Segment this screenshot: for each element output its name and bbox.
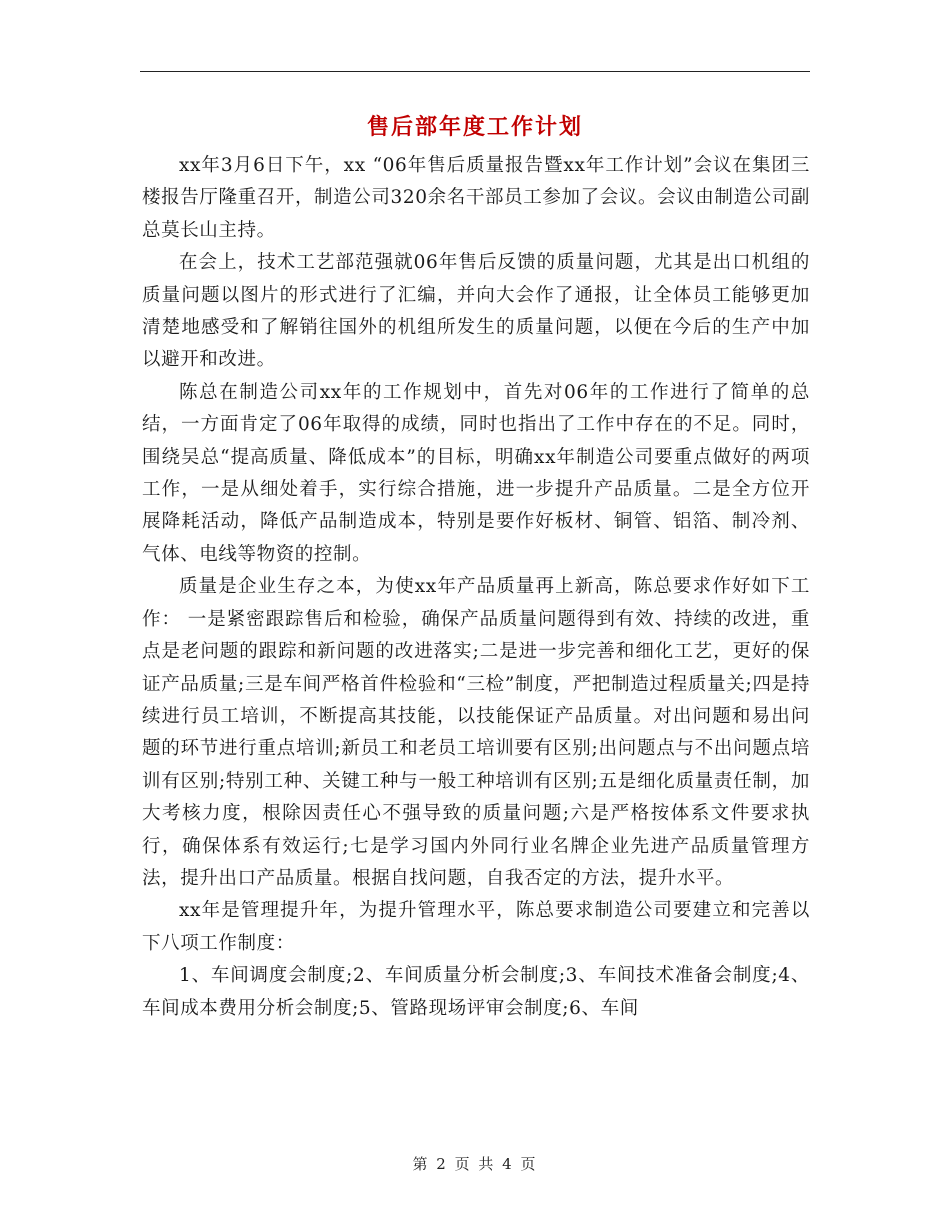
paragraph: xx年3月6日下午，xx “06年售后质量报告暨xx年工作计划”会议在集团三楼报告厅隆重召开，制造公司320余名干部员工参加了会议。会议由制造公司副总莫长山主持。	[142, 155, 810, 241]
document-body	[142, 150, 810, 1025]
paragraph: 陈总在制造公司xx年的工作规划中，首先对06年的工作进行了简单的总结，一方面肯定了06年取得的成绩，同时也指出了工作中存在的不足。同时，围绕吴总“提高质量、降低成本”的目标，明确xx年制造公司要重点做好的两项工作，一是从细处着手，实行综合措施，进一步提升产品质量。二是全方位开展降耗活动，降低产品制造成本，特别是要作好板材、铜管、铝箔、制冷剂、气体、电线等物资的控制。	[142, 381, 810, 565]
document-title: 售后部年度工作计划	[366, 115, 583, 140]
paragraph: 质量是企业生存之本，为使xx年产品质量再上新高，陈总要求作好如下工作： 一是紧密跟踪售后和检验，确保产品质量问题得到有效、持续的改进，重点是老问题的跟踪和新问题的改进落实;二是进一步完善和细化工艺，更好的保证产品质量;三是车间严格首件检验和“三检”制度，严把制造过程质量关;四是持续进行员工培训，不断提高其技能，以技能保证产品质量。对出问题和易出问题的环节进行重点培训;新员工和老员工培训要有区别;出问题点与不出问题点培训有区别;特别工种、关键工种与一般工种培训有区别;五是细化质量责任制，加大考核力度，根除因责任心不强导致的质量问题;六是严格按体系文件要求执行，确保体系有效运行;七是学习国内外同行业名牌企业先进产品质量管理方法，提升出口产品质量。根据自找问题，自我否定的方法，提升水平。	[142, 576, 810, 889]
paragraph: 1、车间调度会制度;2、车间质量分析会制度;3、车间技术准备会制度;4、车间成本费用分析会制度;5、管路现场评审会制度;6、车间	[142, 965, 810, 1019]
paragraph: 在会上，技术工艺部范强就06年售后反馈的质量问题，尤其是出口机组的质量问题以图片的形式进行了汇编，并向大会作了通报，让全体员工能够更加清楚地感受和了解销往国外的机组所发生的质量问题，以便在今后的生产中加以避开和改进。	[142, 252, 810, 371]
paragraph: xx年是管理提升年，为提升管理水平，陈总要求制造公司要建立和完善以下八项工作制度：	[142, 900, 810, 954]
page-number: 第 2 页 共 4 页	[412, 1155, 538, 1173]
header-rule	[140, 71, 810, 72]
